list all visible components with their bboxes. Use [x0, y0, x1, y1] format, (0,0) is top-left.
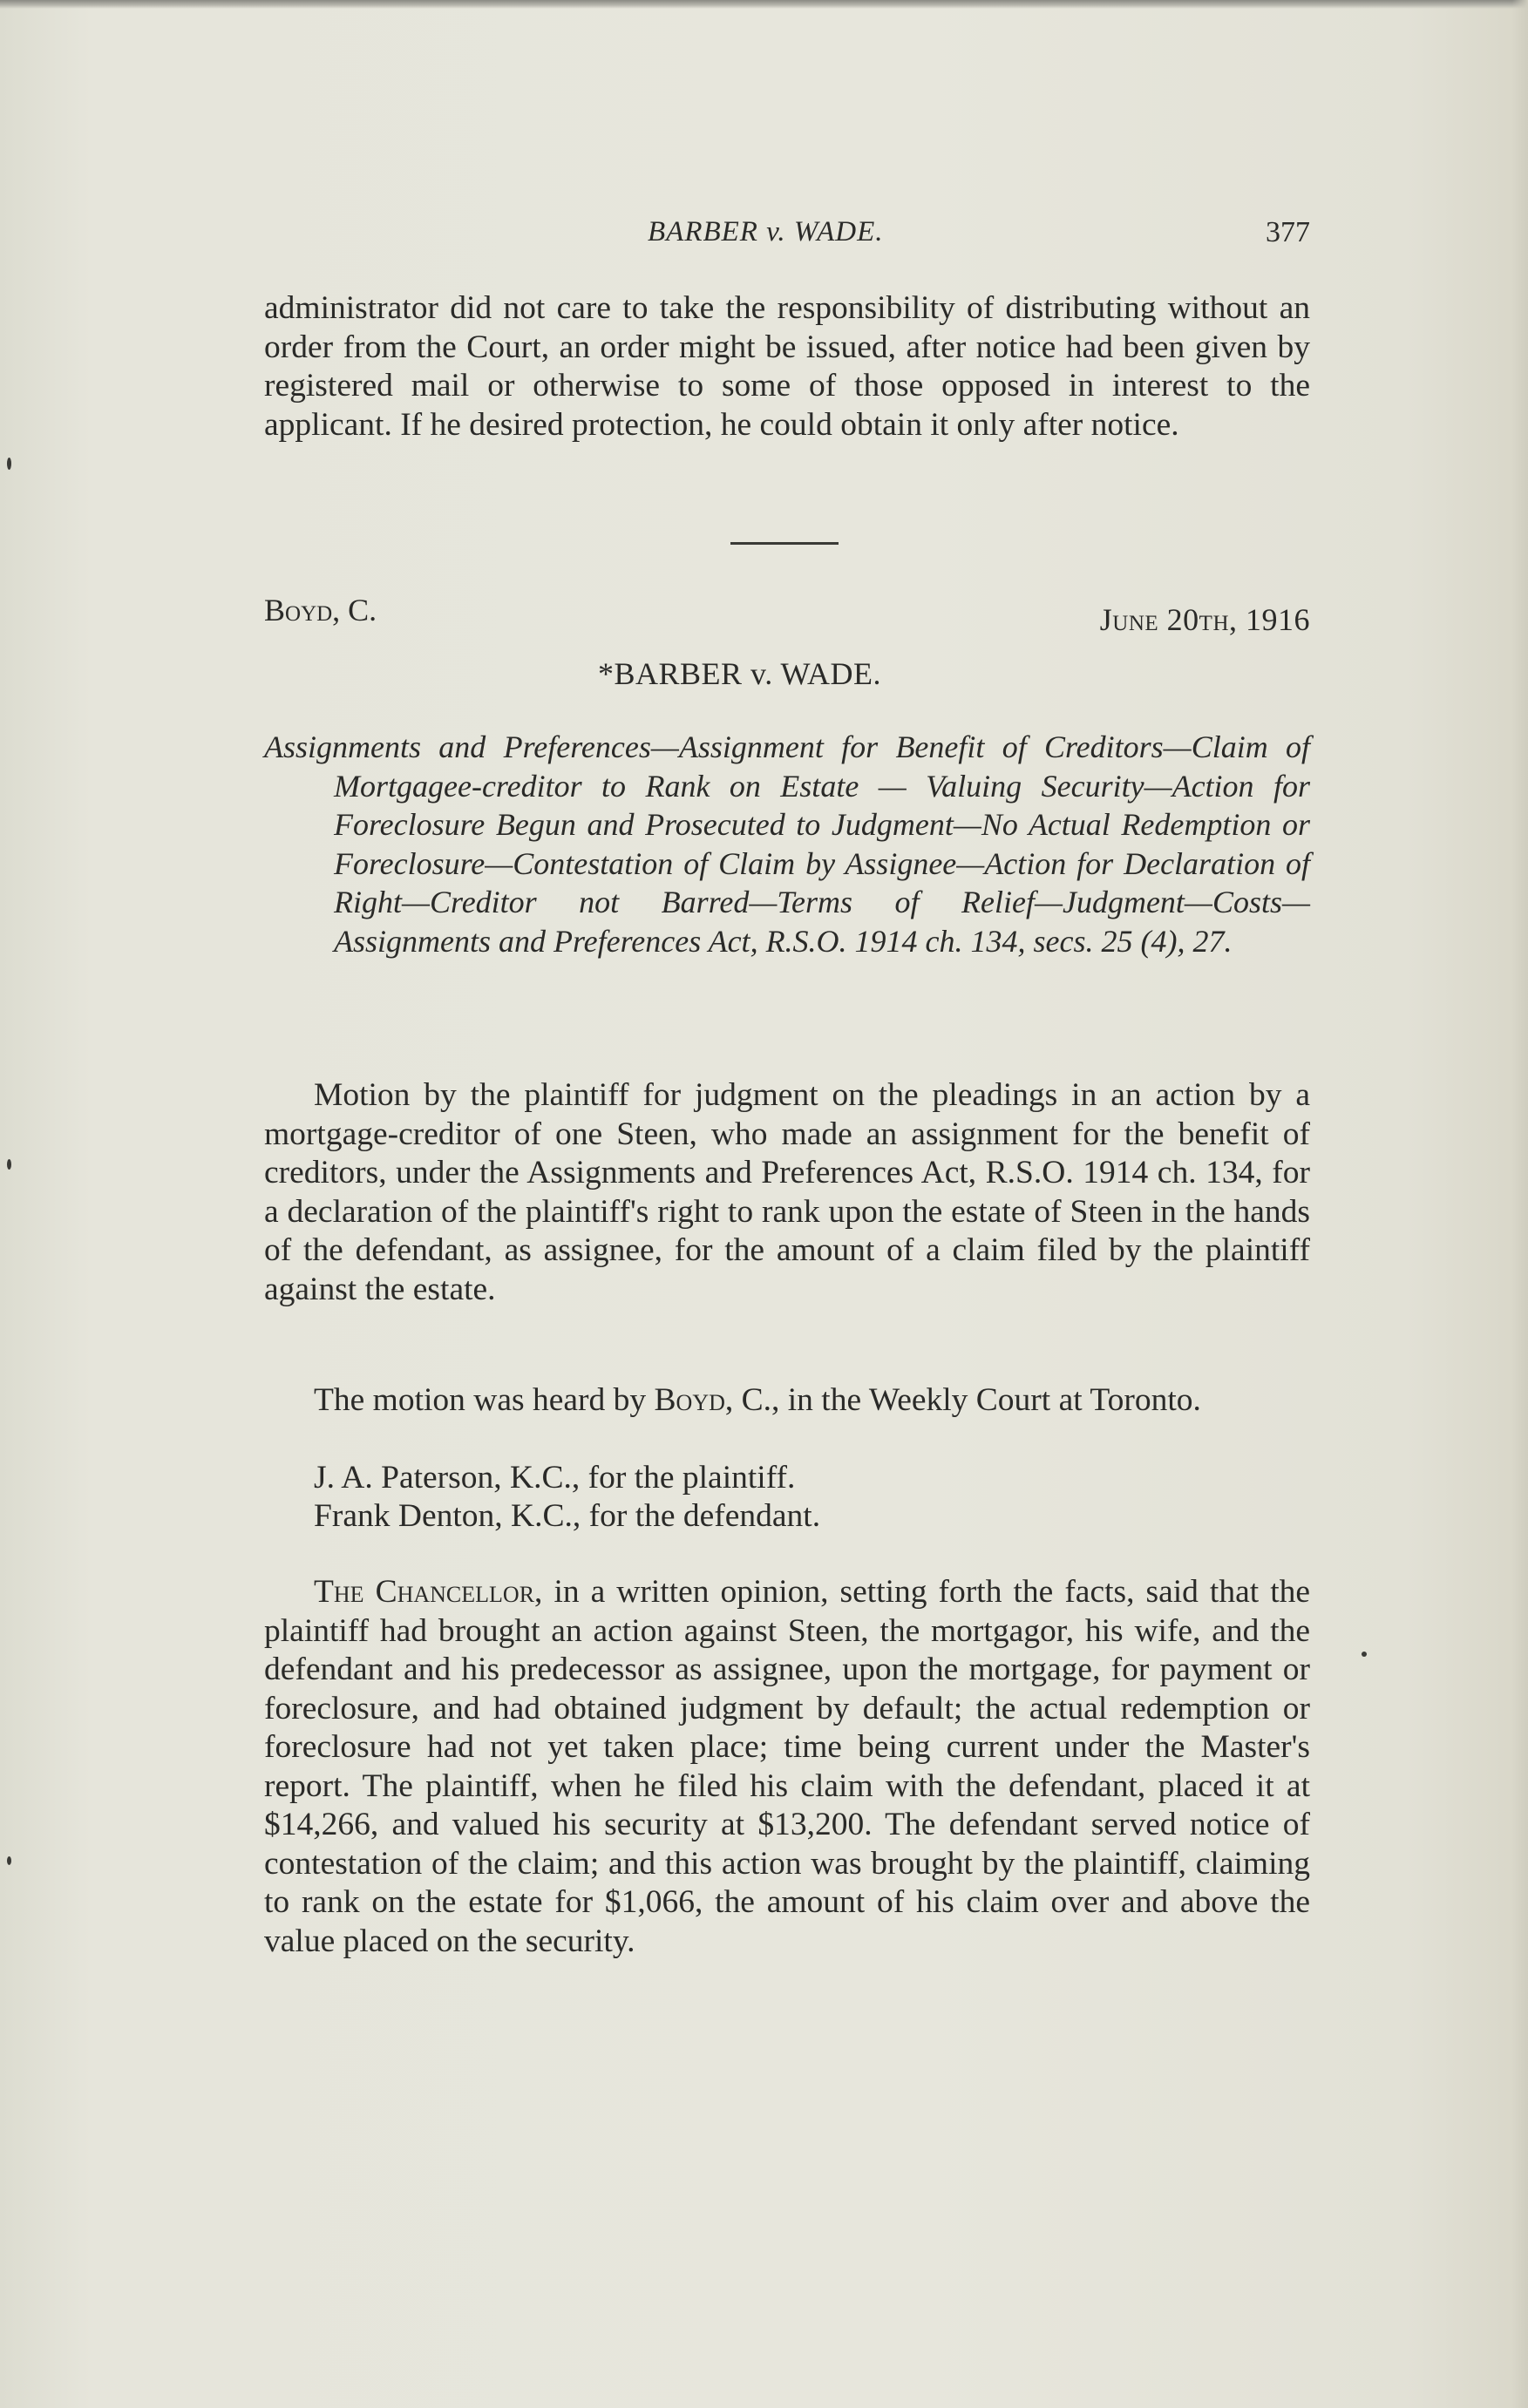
opinion-text: , in a written opinion, setting forth the facts, said that the plaintiff had brought an action against Steen, the mortgagor, his wife, and the defendant and his predecessor as assignee, upon the mortgage, for payment or foreclosure, and had obtained judgment by default; the actual redemption or foreclosure had not yet taken place; time being current under the Master's report. The plaintiff, when he filed his claim with the defendant, placed it at $14,266, and valued his security at $13,200. The defendant served notice of contestation of the claim; and this action was brought by the plaintiff, claiming to rank on the estate for $1,066, the amount of his claim over and above the value placed on the security. — [264, 1574, 1311, 1959]
opinion-speaker: The Chancellor — [314, 1574, 535, 1610]
hearing-judge: Boyd — [654, 1382, 725, 1418]
hearing-text-before: The motion was heard by — [314, 1382, 655, 1418]
motion-paragraph: Motion by the plaintiff for judgment on the pleadings in an action by a mortgage-creditor of one Steen, who made an assignment for the benefit of creditors, under the Assignments and Preferences Act, R.S.O. 1914 ch. 134, for a declaration of the plaintiff's right to rank upon the estate of Steen in the hands of the defendant, as assignee, for the amount of a claim filed by the plaintiff against the estate. — [264, 1077, 1310, 1307]
case-title: *BARBER v. WADE. — [598, 656, 882, 691]
running-head — [264, 216, 1310, 260]
margin-mark — [7, 458, 11, 470]
counsel-defendant: Frank Denton, K.C., for the defendant. — [314, 1498, 821, 1534]
judge-name: Boyd, C. — [264, 593, 377, 627]
counsel-plaintiff: J. A. Paterson, K.C., for the plaintiff. — [314, 1460, 796, 1496]
margin-dot — [1362, 1652, 1367, 1657]
page-top-edge — [0, 0, 1528, 9]
page-number: 377 — [1266, 216, 1310, 248]
margin-mark — [7, 1159, 11, 1170]
margin-mark — [7, 1856, 11, 1865]
opinion-paragraph — [264, 1573, 1310, 1961]
hearing-text-after: , C., in the Weekly Court at Toronto. — [724, 1382, 1201, 1418]
hearing-paragraph — [264, 1381, 1310, 1421]
running-title: BARBER v. WADE. — [648, 216, 884, 248]
section-divider — [730, 542, 839, 545]
headnote: Assignments and Preferences—Assignment for Benefit of Creditors—Claim of Mortgagee-creditor to Rank on Estate — Valuing Security—Action for Foreclosure Begun and Prosecuted to Judgment—No Actual Redemption or Foreclosure—Contestation of Claim by Assignee—Action for Declaration of Right—Creditor not Barred—Terms of Relief—Judgment—Costs—Assignments and Preferences Act, R.S.O. 1914 ch. 134, secs. 25 (4), 27. — [264, 729, 1310, 959]
paragraph-continuation: administrator did not care to take the responsibility of distributing without an order from the Court, an order might be issued, after notice had been given by registered mail or otherwise to some of those opposed in interest to the applicant. If he desired protection, he could obtain it only after notice. — [264, 290, 1310, 443]
decision-date: June 20th, 1916 — [1099, 602, 1310, 637]
page-right-edge — [1512, 0, 1528, 2408]
